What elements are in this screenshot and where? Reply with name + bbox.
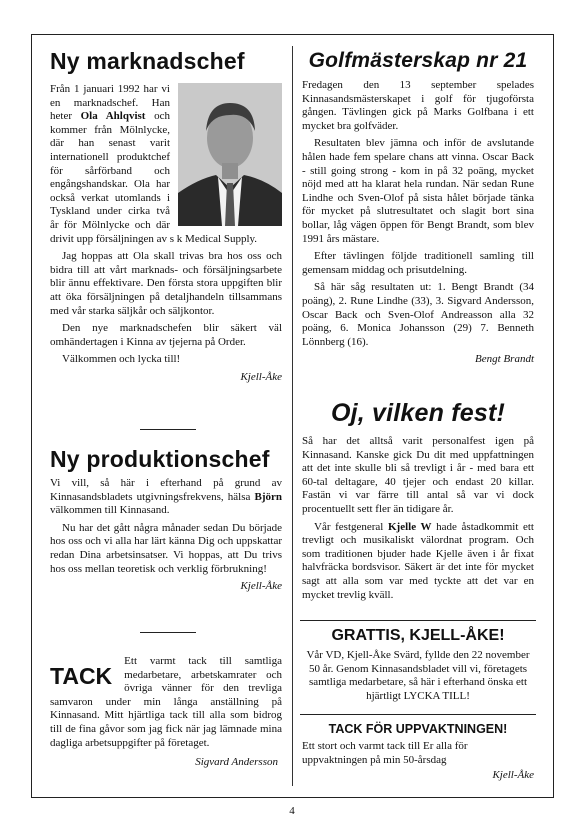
- article-produktionschef: [50, 445, 282, 594]
- separator-rule: [300, 620, 536, 621]
- article-tack: [50, 655, 282, 770]
- page-number: 4: [289, 805, 295, 817]
- article-fest: [302, 397, 534, 606]
- golf-paragraph-3: Efter tävlingen följde traditionell samling till gemensam middag och prisutdelning.: [302, 250, 534, 276]
- tack-title: TACK: [50, 663, 113, 689]
- text-run: välkommen till Kinnasand.: [50, 504, 170, 517]
- marknadschef-paragraph-3: Den nye marknadschefen blir säkert väl omhändertagen i Kinna av tjejerna på Order.: [50, 322, 282, 348]
- fest-paragraph-1: Så har det alltså varit personalfest igen på Kinnasand. Kanske gick Du dit med uppfattningen att det inte skulle bli så trevligt i år - med bara ett 60-tal deltagare, 40 tjejer och endast 20 killar. Fastän vi var färre till antal så var vi dock procentuellt sett fler än tidigare år.: [302, 435, 534, 515]
- separator-rule: [140, 632, 196, 633]
- produktionschef-signature: Kjell-Åke: [240, 580, 282, 593]
- separator-rule: [300, 714, 536, 715]
- uppvaktning-title: TACK FÖR UPPVAKTNINGEN!: [328, 722, 508, 736]
- produktionschef-paragraph-2: Nu har det gått några månader sedan Du började hos oss och vi alla har lärt känna Dig och uppskattar redan Dina arbetsinsatser. Vi hoppas, att Du trivs hos oss mellan teoretisk och verklig förbrukning!: [50, 521, 282, 575]
- separator-rule: [140, 429, 196, 430]
- produktionschef-title: Ny produktionschef: [50, 446, 270, 472]
- golf-paragraph-2: Resultaten blev jämna och inför de avslutande hålen hade fem spelare chans att vinna. Oscar Back - still going strong - kom in på 32 poäng, mycket nöjd med att ha klarat hela rundan. När sedan Rune Lindhe och Sven-Olof på sista hålet började tänka för mycket på slutresultatet och slagit bort sina bollar, låg vägen öppen för Bengt Brandt, som blev 1991 års mästare.: [302, 137, 534, 245]
- golf-title: Golfmästerskap nr 21: [308, 49, 528, 72]
- text-run: Från 1 januari 1992 har vi en marknadschef. Han heter: [50, 83, 170, 123]
- portrait-photo: [178, 83, 282, 226]
- text-run: hade åstadkommit ett trevligt och musikaliskt välordnat program. Och som traditionen bjuder hade Kjelle även i år fixat halvfräcka bordsvisor. Säkert är det inte för mycket sagt att alla som var med tyckte att det var en mycket trevlig kväll.: [302, 520, 534, 601]
- article-golf: [302, 47, 534, 367]
- uppvaktning-body: Ett stort och varmt tack till Er alla för uppvaktningen på min 50-årsdag: [302, 740, 468, 766]
- text-run: Vår festgeneral: [314, 520, 388, 533]
- golf-paragraph-1: Fredagen den 13 september spelades Kinnasandsmästerskapet i golf för tjugoförsta gången. Tävlingen gick på Marks Golfbana i ett mycket bra golfväder.: [302, 79, 534, 132]
- marknadschef-paragraph-2: Jag hoppas att Ola skall trivas bra hos oss och bidra till att vårt marknads- och försäljningsarbete blir ännu effektivare. Den första stora uppgiften blir att öka försäljningen på detaljhandeln tillsammans med vår starka säljkår och säljkontor.: [50, 250, 282, 317]
- fest-title: Oj, vilken fest!: [330, 399, 506, 427]
- person-name: Björn: [254, 490, 282, 503]
- person-name: Ola Ahlqvist: [80, 110, 146, 123]
- text-run: och kommer från Mölnlycke, där han senast varit internationell produktchef för sårförband och engångshandskar. Ola har också verkat utomlands i Tyskland under cirka två år för Mölnlycke och där drivit upp försäljningen av s k Medical Supply.: [50, 110, 258, 245]
- marknadschef-title: Ny marknadschef: [50, 48, 245, 74]
- marknadschef-signature: Kjell-Åke: [240, 370, 282, 383]
- text-run: Vi vill, så här i efterhand på grund av Kinnasandsbladets utgivningsfrekvens, hälsa: [50, 477, 282, 503]
- golf-signature: Bengt Brandt: [475, 353, 534, 366]
- article-marknadschef: [50, 47, 282, 384]
- fest-paragraph-2: [302, 521, 534, 603]
- article-uppvaktning: [302, 721, 534, 783]
- portrait-image: [178, 83, 282, 226]
- tack-signature: Sigvard Andersson: [195, 756, 278, 769]
- grattis-body: Vår VD, Kjell-Åke Svärd, fyllde den 22 november 50 år. Genom Kinnasandsbladet vill vi, företagets samtliga medarbetare, så här i efterhand önska ett hjärtligt LYCKA TILL!: [306, 649, 530, 702]
- marknadschef-paragraph-4: Välkommen och lycka till!: [62, 353, 181, 366]
- golf-paragraph-4: Så här såg resultaten ut: 1. Bengt Brandt (34 poäng), 2. Rune Lindhe (33), 3. Sigvard Andersson, Oscar Back och Sven-Olof Andreasson alla 32 poäng, 6. Monica Johansson (29) 7. Benneth Lönnberg (16).: [302, 281, 534, 348]
- tack-body: Ett varmt tack till samtliga medarbetare, arbetskamrater och övriga vänner för den trevliga samvaron under min långa anställning på Kinnasand. Mitt hjärtliga tack till alla som bidrog till de fina gåvor som jag fick när jag lämnade mina dagliga arbetsuppgifter på företaget.: [50, 655, 282, 749]
- column-divider: [292, 46, 293, 786]
- produktionschef-paragraph-1: [50, 477, 282, 518]
- person-name: Kjelle W: [388, 520, 432, 533]
- article-grattis: [302, 626, 534, 703]
- grattis-title: GRATTIS, KJELL-ÅKE!: [331, 627, 505, 644]
- uppvaktning-signature: Kjell-Åke: [492, 769, 534, 782]
